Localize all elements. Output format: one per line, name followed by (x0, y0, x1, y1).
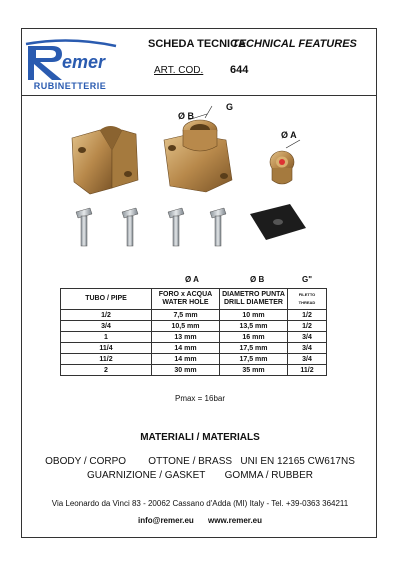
table-cell: 1/2 (61, 310, 152, 321)
header-pipe: TUBO / PIPE (61, 289, 152, 310)
table-row (61, 365, 327, 376)
header-water-hole: FORO x ACQUA WATER HOLE (152, 289, 220, 310)
materials-gasket-line: GUARNIZIONE / GASKET GOMMA / RUBBER (87, 470, 313, 481)
materials-body-line: OBODY / CORPO OTTONE / BRASS UNI EN 12165 CW617NS (45, 456, 355, 467)
table-cell: 10,5 mm (152, 321, 220, 332)
header-drill-diameter: DIAMETRO PUNTA DRILL DIAMETER (220, 289, 288, 310)
table-cell: 2 (61, 365, 152, 376)
article-code-value: 644 (230, 64, 249, 76)
header-thread: FILETTO THREAD (288, 289, 327, 310)
header-divider (21, 95, 377, 96)
table-cell: 7,5 mm (152, 310, 220, 321)
col-label-diameter-a: Ø A (185, 275, 199, 284)
table-cell: 11/2 (288, 365, 327, 376)
table-cell: 1 (61, 332, 152, 343)
table-header-row (61, 289, 327, 310)
table-cell: 3/4 (61, 321, 152, 332)
table-row (61, 354, 327, 365)
max-pressure: Pmax = 16bar (174, 394, 226, 403)
table-row (61, 343, 327, 354)
title-italian: SCHEDA TECNICA (148, 38, 246, 50)
table-cell: 17,5 mm (220, 354, 288, 365)
svg-text:emer: emer (62, 52, 106, 72)
product-illustration (60, 100, 350, 250)
table-row (61, 332, 327, 343)
label-diameter-a: Ø A (281, 130, 297, 140)
table-cell: 13 mm (152, 332, 220, 343)
label-thread-g: G (226, 102, 234, 112)
lower-clamp-part (72, 126, 138, 194)
bolts (76, 208, 226, 246)
sleeve-insert-part (270, 140, 300, 184)
contact-line (0, 516, 400, 525)
label-diameter-b: Ø B (178, 111, 195, 121)
table-cell: 11/4 (61, 343, 152, 354)
title-english: TECHNICAL FEATURES (232, 38, 357, 50)
table-cell: 3/4 (288, 343, 327, 354)
col-label-thread: G" (302, 275, 313, 284)
table-cell: 35 mm (220, 365, 288, 376)
table-cell: 11/2 (61, 354, 152, 365)
table-cell: 10 mm (220, 310, 288, 321)
table-cell: 16 mm (220, 332, 288, 343)
email-link[interactable]: info@remer.eu (137, 516, 194, 525)
table-cell: 14 mm (152, 354, 220, 365)
upper-body-part (164, 106, 232, 192)
table-cell: 3/4 (288, 332, 327, 343)
col-label-diameter-b: Ø B (250, 275, 265, 284)
brand-subtitle: RUBINETTERIE (33, 81, 107, 91)
table-cell: 13,5 mm (220, 321, 288, 332)
table-cell: 14 mm (152, 343, 220, 354)
rubber-gasket-part (250, 204, 306, 240)
table-cell: 30 mm (152, 365, 220, 376)
spec-table (60, 288, 327, 376)
website-link[interactable]: www.remer.eu (208, 516, 262, 525)
article-code-label: ART. COD. (154, 65, 204, 76)
materials-title: MATERIALI / MATERIALS (140, 432, 260, 443)
table-cell: 1/2 (288, 310, 327, 321)
table-cell: 17,5 mm (220, 343, 288, 354)
company-address: Via Leonardo da Vinci 83 - 20062 Cassano d'Adda (MI) Italy - Tel. +39-0363 364211 (51, 499, 349, 508)
table-cell: 3/4 (288, 354, 327, 365)
table-row (61, 310, 327, 321)
table-cell: 1/2 (288, 321, 327, 332)
table-row (61, 321, 327, 332)
